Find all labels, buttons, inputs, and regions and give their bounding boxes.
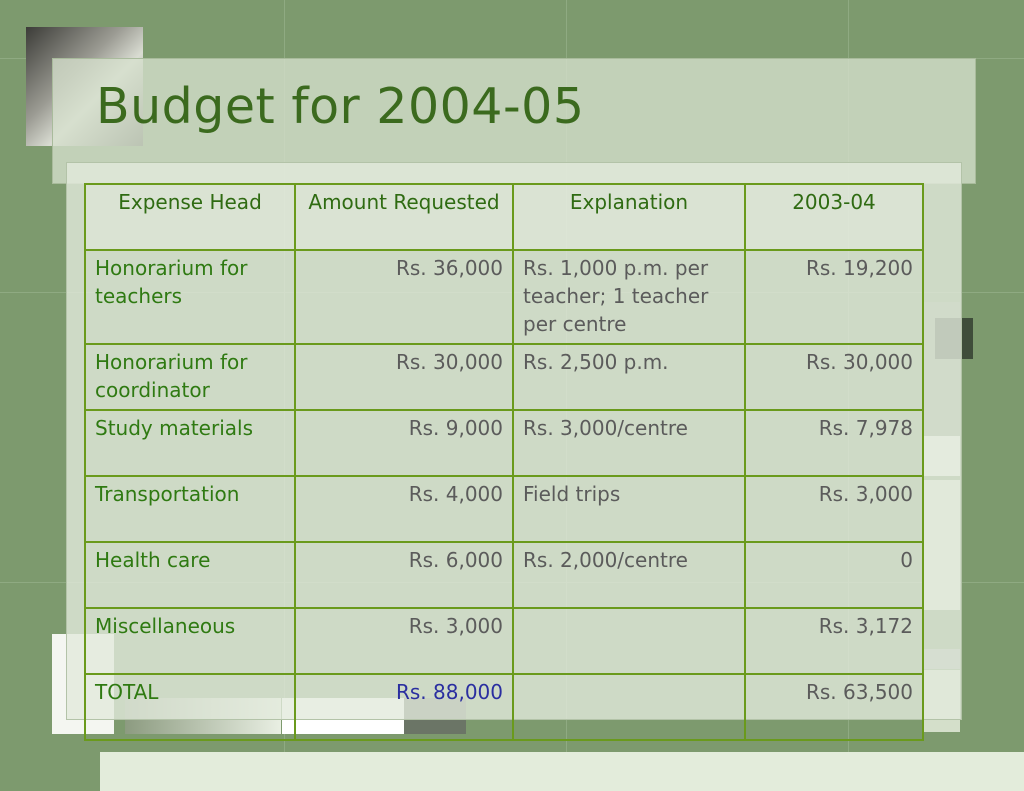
- table-row: [85, 542, 923, 608]
- table-row: [85, 250, 923, 344]
- explanation-cell: Rs. 2,500 p.m.: [513, 344, 745, 410]
- total-label-cell: TOTAL: [85, 674, 295, 740]
- table-row: [85, 476, 923, 542]
- column-header-explanation: Explanation: [513, 184, 745, 250]
- amount-requested-cell: Rs. 9,000: [295, 410, 513, 476]
- amount-requested-cell: Rs. 6,000: [295, 542, 513, 608]
- previous-year-cell: Rs. 7,978: [745, 410, 923, 476]
- explanation-cell: Field trips: [513, 476, 745, 542]
- previous-year-cell: Rs. 30,000: [745, 344, 923, 410]
- previous-year-cell: Rs. 3,172: [745, 608, 923, 674]
- previous-year-cell: Rs. 3,000: [745, 476, 923, 542]
- explanation-cell: [513, 674, 745, 740]
- expense-head-cell: Miscellaneous: [85, 608, 295, 674]
- amount-requested-cell: Rs. 4,000: [295, 476, 513, 542]
- explanation-cell: [513, 608, 745, 674]
- table-row: [85, 344, 923, 410]
- amount-requested-cell: Rs. 3,000: [295, 608, 513, 674]
- table-header-row: [85, 184, 923, 250]
- expense-head-cell: Transportation: [85, 476, 295, 542]
- expense-head-cell: Honorarium for teachers: [85, 250, 295, 344]
- column-header-expense-head: Expense Head: [85, 184, 295, 250]
- explanation-cell: Rs. 2,000/centre: [513, 542, 745, 608]
- previous-year-cell: Rs. 19,200: [745, 250, 923, 344]
- expense-head-cell: Study materials: [85, 410, 295, 476]
- column-header-2003-04: 2003-04: [745, 184, 923, 250]
- previous-year-cell: 0: [745, 542, 923, 608]
- budget-table: [84, 183, 924, 741]
- amount-requested-cell: Rs. 36,000: [295, 250, 513, 344]
- table-row: [85, 608, 923, 674]
- footer-strip: [100, 752, 1024, 791]
- explanation-cell: Rs. 3,000/centre: [513, 410, 745, 476]
- slide-title: Budget for 2004-05: [96, 78, 585, 135]
- total-previous-year-cell: Rs. 63,500: [745, 674, 923, 740]
- table-total-row: [85, 674, 923, 740]
- total-amount-requested-cell: Rs. 88,000: [295, 674, 513, 740]
- explanation-cell: Rs. 1,000 p.m. per teacher; 1 teacher per centre: [513, 250, 745, 344]
- expense-head-cell: Health care: [85, 542, 295, 608]
- column-header-amount-requested: Amount Requested: [295, 184, 513, 250]
- amount-requested-cell: Rs. 30,000: [295, 344, 513, 410]
- table-row: [85, 410, 923, 476]
- expense-head-cell: Honorarium for coordinator: [85, 344, 295, 410]
